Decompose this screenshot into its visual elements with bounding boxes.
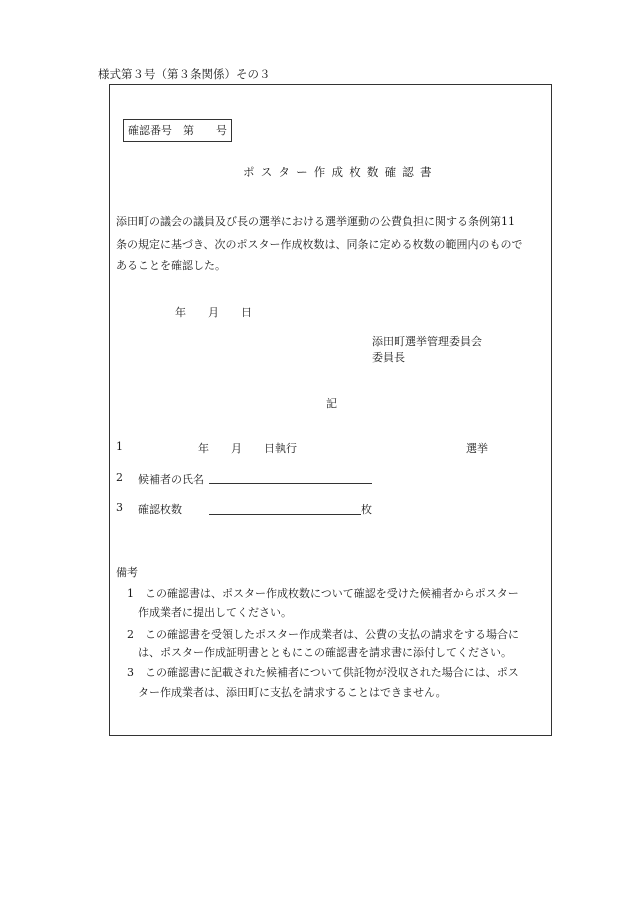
item-3-number: 3 xyxy=(116,501,123,514)
body-text-line-3: あることを確認した。 xyxy=(116,259,226,272)
issuer-title: 委員長 xyxy=(372,351,405,364)
form-number-label: 様式第３号（第３条関係）その３ xyxy=(98,67,271,81)
item-1-number: 1 xyxy=(116,440,123,453)
note-2-line-2: は、ポスター作成証明書とともにこの確認書を請求書に添付してください。 xyxy=(116,646,512,659)
election-name-suffix: 選挙 xyxy=(466,442,488,455)
note-3-line-2: ター作成業者は、添田町に支払を請求することはできません。 xyxy=(116,686,447,699)
note-1-line-1: 1 この確認書は、ポスター作成枚数について確認を受けた候補者からポスター xyxy=(116,587,519,600)
confirmed-count-field xyxy=(209,514,361,515)
confirmed-count-label: 確認枚数 xyxy=(138,503,182,516)
issuer-name: 添田町選挙管理委員会 xyxy=(372,335,482,348)
note-3-line-1: 3 この確認書に記載された候補者について供託物が没収された場合には、ポス xyxy=(116,666,519,679)
ki-heading: 記 xyxy=(326,397,337,410)
election-date-field: 年 月 日執行 xyxy=(198,442,297,455)
document-title: ポスター作成枚数確認書 xyxy=(243,165,438,179)
count-unit: 枚 xyxy=(361,503,372,516)
confirmation-number-box: 確認番号 第 号 xyxy=(123,119,232,142)
issue-date: 年 月 日 xyxy=(175,306,252,319)
note-2-line-1: 2 この確認書を受領したポスター作成業者は、公費の支払の請求をする場合に xyxy=(116,628,519,641)
notes-title: 備考 xyxy=(116,566,138,579)
item-2-number: 2 xyxy=(116,471,123,484)
body-text-line-1: 添田町の議会の議員及び長の選挙における選挙運動の公費負担に関する条例第11 xyxy=(116,215,515,228)
note-1-line-2: 作成業者に提出してください。 xyxy=(116,606,292,619)
candidate-name-label: 候補者の氏名 xyxy=(138,473,204,486)
body-text-line-2: 条の規定に基づき、次のポスター作成枚数は、同条に定める枚数の範囲内のもので xyxy=(116,238,523,251)
candidate-name-field xyxy=(209,483,372,484)
